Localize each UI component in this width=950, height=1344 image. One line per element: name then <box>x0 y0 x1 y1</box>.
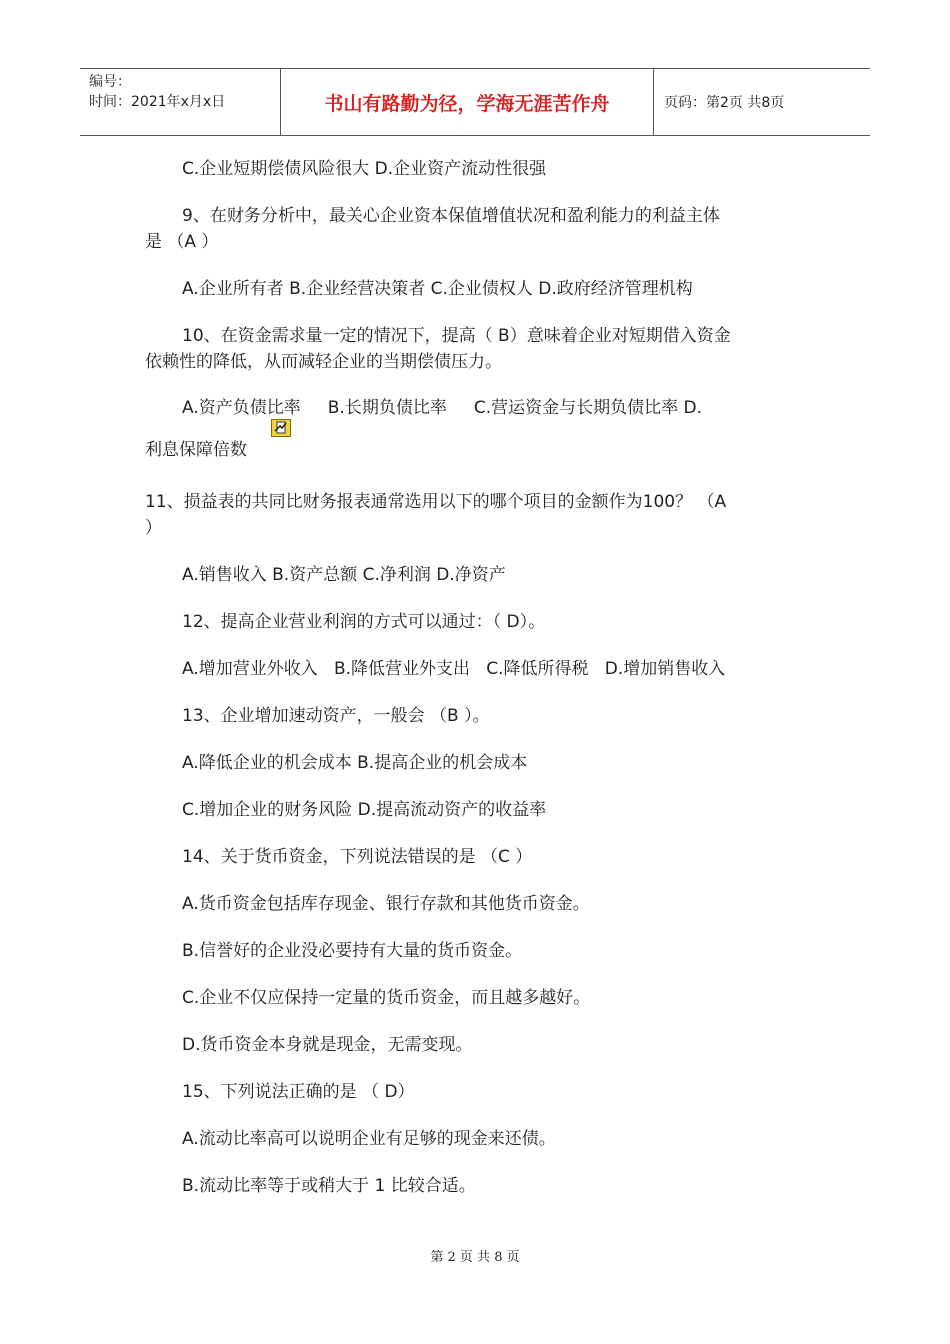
q14-option-a: A.货币资金包括库存现金、银行存款和其他货币资金。 <box>182 894 590 914</box>
q9-options: A.企业所有者 B.企业经营决策者 C.企业债权人 D.政府经济管理机构 <box>182 279 693 299</box>
q11-text: 11、损益表的共同比财务报表通常选用以下的哪个项目的金额作为100？ （A <box>145 492 727 512</box>
q11-text-cont: ） <box>145 518 162 538</box>
q14-option-d: D.货币资金本身就是现金，无需变现。 <box>182 1035 473 1055</box>
q15-text: 15、下列说法正确的是 （ D） <box>182 1082 415 1102</box>
q10-options: A.资产负债比率 B.长期负债比率 C.营运资金与长期负债比率 D. <box>182 398 703 418</box>
q12-text: 12、提高企业营业利润的方式可以通过：（ D）。 <box>182 612 546 632</box>
q11-options: A.销售收入 B.资产总额 C.净利润 D.净资产 <box>182 565 506 585</box>
q9-text-cont: 是 （A ） <box>145 232 219 252</box>
page-footer: 第 2 页 共 8 页 <box>430 1250 520 1265</box>
embedded-object-row <box>145 419 805 437</box>
document-number-label: 编号： <box>89 74 131 90</box>
q10-text: 10、在资金需求量一定的情况下，提高（ B）意味着企业对短期借入资金 <box>182 326 731 346</box>
header-page-info: 页码：第2页 共8页 <box>664 95 785 111</box>
document-link-icon[interactable] <box>271 419 291 437</box>
q14-option-b: B.信誉好的企业没必要持有大量的货币资金。 <box>182 941 523 961</box>
q10-text-cont: 依赖性的降低，从而减轻企业的当期偿债压力。 <box>145 352 502 372</box>
q8-options-cd: C.企业短期偿债风险很大 D.企业资产流动性很强 <box>182 159 547 179</box>
q14-text: 14、关于货币资金，下列说法错误的是 （C ） <box>182 847 533 867</box>
q14-option-c: C.企业不仅应保持一定量的货币资金，而且越多越好。 <box>182 988 591 1008</box>
q12-options: A.增加营业外收入 B.降低营业外支出 C.降低所得税 D.增加销售收入 <box>182 659 726 679</box>
header-meta <box>80 69 281 135</box>
q13-text: 13、企业增加速动资产，一般会 （B ）。 <box>182 706 490 726</box>
q15-option-b: B.流动比率等于或稍大于 1 比较合适。 <box>182 1176 476 1196</box>
q13-options-cd: C.增加企业的财务风险 D.提高流动资产的收益率 <box>182 800 547 820</box>
q10-options-cont: 利息保障倍数 <box>145 440 247 460</box>
page-header <box>80 68 870 136</box>
document-date-label: 时间：2021年x月x日 <box>89 94 226 110</box>
q13-options-ab: A.降低企业的机会成本 B.提高企业的机会成本 <box>182 753 528 773</box>
q15-option-a: A.流动比率高可以说明企业有足够的现金来还债。 <box>182 1129 556 1149</box>
document-body <box>145 150 805 1199</box>
q9-text: 9、在财务分析中，最关心企业资本保值增值状况和盈利能力的利益主体 <box>182 206 720 226</box>
header-motto: 书山有路勤为径，学海无涯苦作舟 <box>281 69 654 135</box>
